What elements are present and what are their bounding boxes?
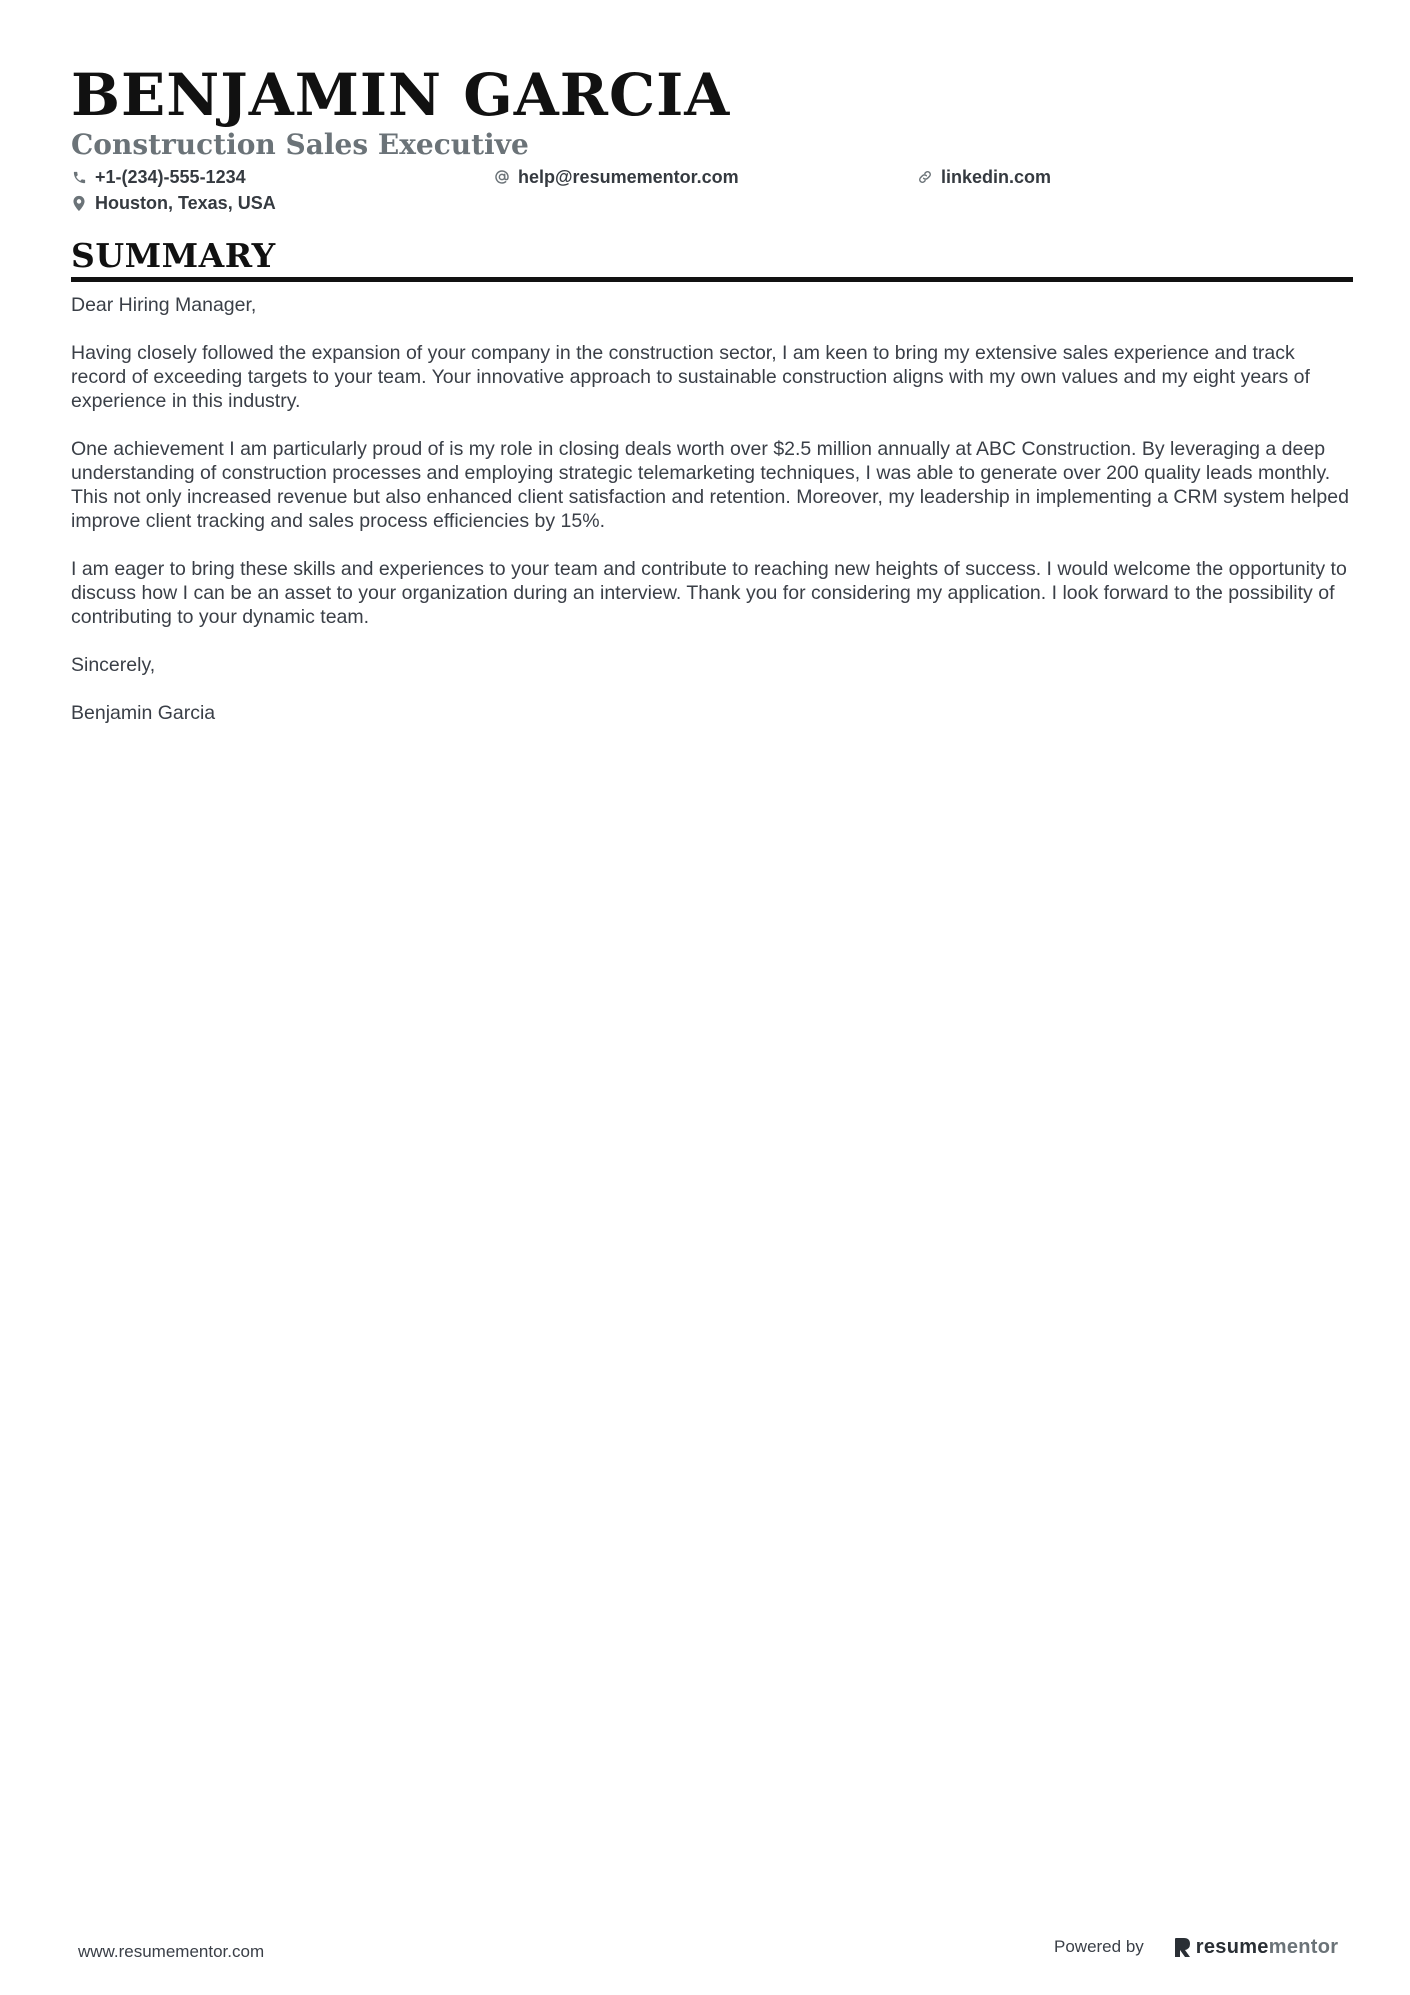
brand-text-mentor: mentor	[1268, 1935, 1339, 1958]
contact-info	[71, 166, 1352, 214]
link-icon	[917, 169, 933, 185]
resume-page	[71, 62, 1352, 749]
salutation: Dear Hiring Manager,	[71, 294, 257, 316]
phone-text: +1-(234)-555-1234	[95, 167, 246, 187]
at-icon	[494, 169, 510, 185]
signature-name: Benjamin Garcia	[71, 702, 216, 724]
linkedin-text[interactable]: linkedin.com	[941, 167, 1052, 187]
location-text: Houston, Texas, USA	[95, 193, 276, 213]
contact-location	[71, 192, 494, 214]
phone-icon	[71, 169, 87, 185]
contact-linkedin[interactable]	[917, 166, 1352, 188]
powered-by-label: Powered by	[1054, 1937, 1144, 1956]
summary-heading: SUMMARY	[71, 236, 276, 275]
contact-phone	[71, 166, 494, 188]
brand-logo-wordmark[interactable]	[1174, 1936, 1339, 1959]
location-pin-icon	[71, 195, 87, 211]
closing: Sincerely,	[71, 654, 156, 676]
section-divider	[71, 277, 1353, 282]
candidate-name: BENJAMIN GARCIA	[71, 61, 731, 129]
resumementor-logo-icon	[1174, 1937, 1191, 1958]
footer-branding	[1054, 1932, 1338, 1962]
job-title: Construction Sales Executive	[71, 128, 529, 161]
email-text[interactable]: help@resumementor.com	[518, 167, 739, 187]
brand-text-resume: resume	[1195, 1935, 1269, 1958]
contact-email[interactable]	[494, 166, 917, 188]
letter-paragraph: One achievement I am particularly proud of is my role in closing deals worth over $2.5 million annually at ABC Construction. By leveraging a deep understanding of construction processes and employing strategic telemarketing techniques, I was able to generate over 200 quality leads monthly. This not only increased revenue but also enhanced client satisfaction and retention. Moreover, my leadership in implementing a CRM system helped improve client tracking and sales process efficiencies by 15%.	[71, 438, 1349, 532]
cover-letter-body	[71, 293, 1352, 725]
letter-paragraph: Having closely followed the expansion of your company in the construction sector, I am keen to bring my extensive sales experience and track record of exceeding targets to your team. Your innovative approach to sustainable construction aligns with my own values and my eight years of experience in this industry.	[71, 342, 1310, 412]
footer-website[interactable]: www.resumementor.com	[78, 1942, 265, 1961]
letter-paragraph: I am eager to bring these skills and experiences to your team and contribute to reaching new heights of success. I would welcome the opportunity to discuss how I can be an asset to your organization during an interview. Thank you for considering my application. I look forward to the possibility of contributing to your dynamic team.	[71, 558, 1347, 628]
